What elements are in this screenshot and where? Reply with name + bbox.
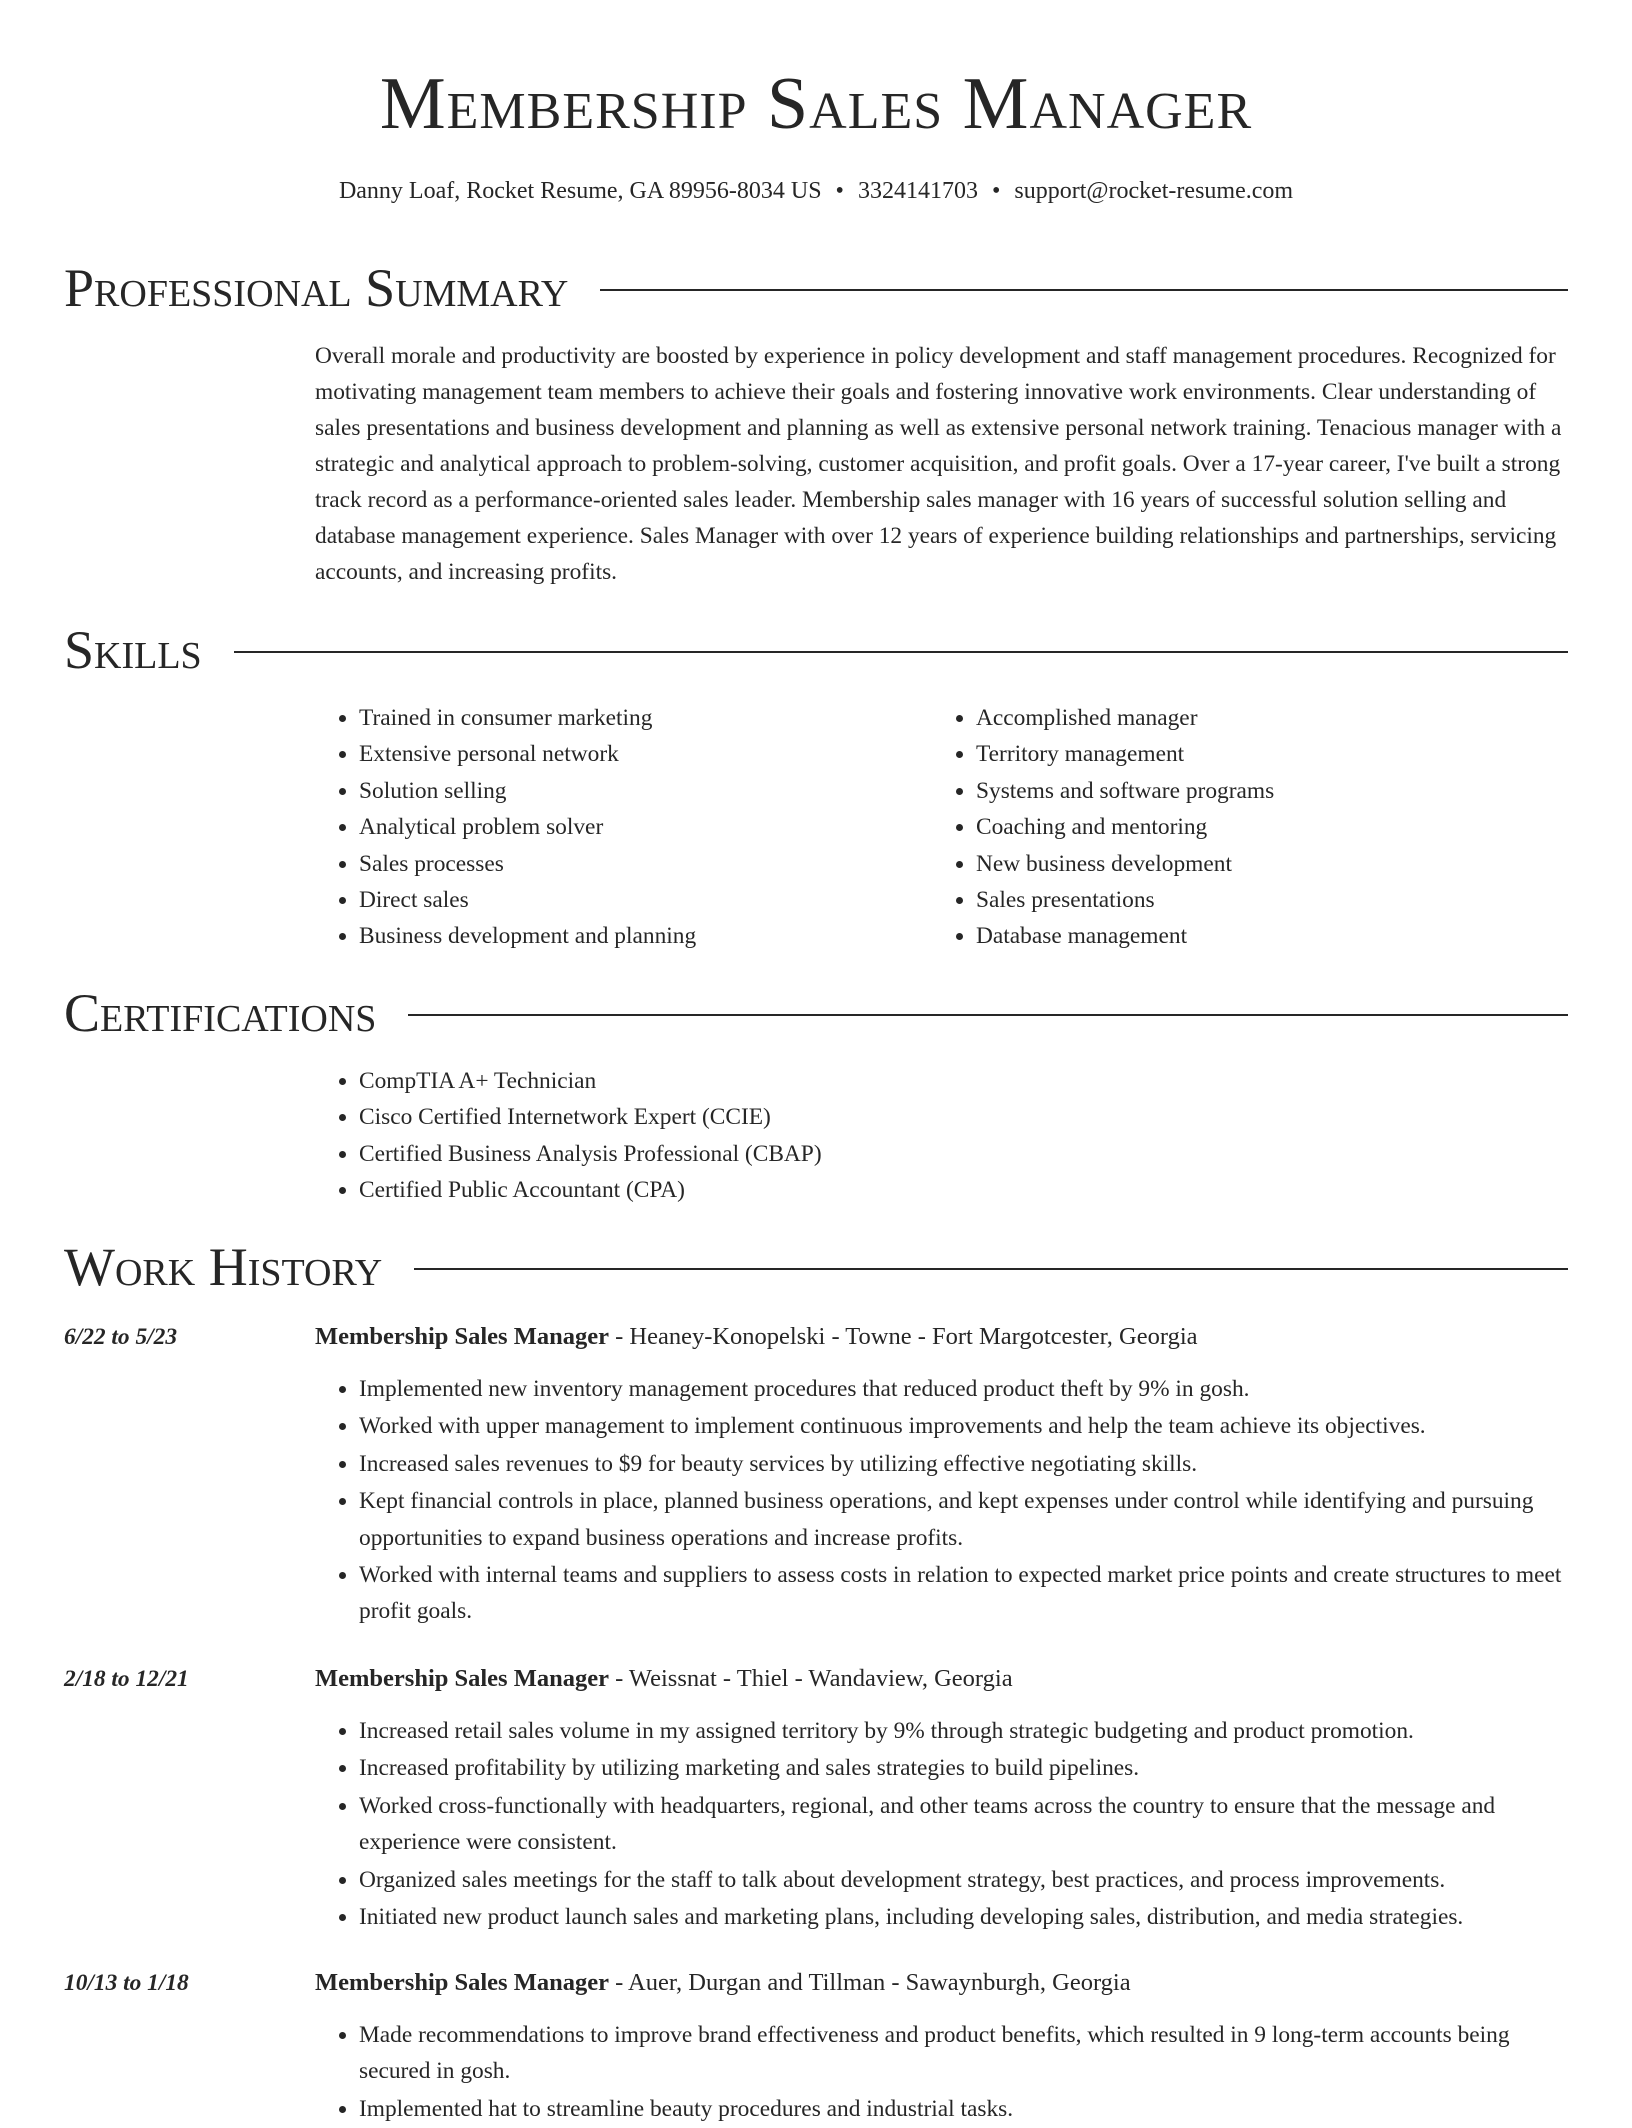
skill-item: • Extensive personal network — [359, 736, 915, 772]
section-divider — [408, 1014, 1568, 1016]
skill-item: • Accomplished manager — [976, 700, 1532, 736]
certification-item: • CompTIA A+ Technician — [359, 1063, 822, 1099]
job-company: - Weissnat - Thiel - Wandaview, Georgia — [608, 1665, 1013, 1692]
skill-item: • Trained in consumer marketing — [359, 700, 915, 736]
contact-separator: • — [835, 178, 844, 204]
job-bullet: • Made recommendations to improve brand effectiveness and product benefits, which resulted in 9 long-term accounts being secured in gosh. — [359, 2017, 1568, 2090]
contact-separator: • — [991, 178, 1001, 204]
certification-item: • Certified Public Accountant (CPA) — [359, 1172, 822, 1208]
certifications-block — [315, 1063, 822, 1209]
job-heading — [315, 1661, 1013, 1697]
job-company: - Heaney-Konopelski - Towne - Fort Margotcester, Georgia — [608, 1323, 1198, 1350]
resume-name: Membership Sales Manager — [379, 63, 1253, 145]
contact-address: Danny Loaf, Rocket Resume, GA 89956-8034 US — [338, 178, 822, 204]
job-title: Membership Sales Manager — [315, 1323, 609, 1350]
job-heading — [315, 1965, 1131, 2001]
job-heading — [315, 1319, 1198, 1355]
job-bullet: • Increased profitability by utilizing marketing and sales strategies to build pipelines. — [359, 1750, 1568, 1786]
skills-column-left — [315, 700, 915, 955]
skill-item: • Analytical problem solver — [359, 809, 915, 845]
section-divider — [414, 1268, 1568, 1270]
skill-item: • Sales presentations — [976, 882, 1532, 918]
job-dates: 2/18 to 12/21 — [64, 1666, 189, 1692]
certifications-list — [315, 1063, 822, 1209]
contact-phone: 3324141703 — [857, 178, 978, 204]
contact-line — [0, 174, 1632, 208]
job-title: Membership Sales Manager — [315, 1665, 609, 1692]
job-bullet: • Implemented new inventory management procedures that reduced product theft by 9% in gosh. — [359, 1371, 1568, 1407]
section-header-certifications — [64, 981, 1568, 1045]
section-title-skills: Skills — [64, 620, 202, 680]
section-title-summary: Professional Summary — [64, 258, 569, 318]
job-bullet: • Worked with upper management to implement continuous improvements and help the team achieve its objectives. — [359, 1408, 1568, 1444]
certification-item: • Certified Business Analysis Professional (CBAP) — [359, 1136, 822, 1172]
skill-item: • Direct sales — [359, 882, 915, 918]
skill-item: • Database management — [976, 918, 1532, 954]
job-company: - Auer, Durgan and Tillman - Sawaynburgh, Georgia — [608, 1969, 1131, 1996]
section-divider — [234, 651, 1568, 653]
job-bullet: • Worked cross-functionally with headquarters, regional, and other teams across the country to ensure that the message and experience were consistent. — [359, 1788, 1568, 1861]
section-header-work-history — [64, 1235, 1568, 1299]
job-bullet: • Increased sales revenues to $9 for beauty services by utilizing effective negotiating skills. — [359, 1446, 1568, 1482]
skill-item: • Business development and planning — [359, 918, 915, 954]
job-bullet: • Implemented hat to streamline beauty procedures and industrial tasks. — [359, 2091, 1568, 2127]
contact-email: support@rocket-resume.com — [1014, 178, 1294, 204]
job-bullets — [315, 2017, 1568, 2128]
job-bullet: • Worked with internal teams and suppliers to assess costs in relation to expected market price points and create structures to meet profit goals. — [359, 1557, 1568, 1630]
job-bullet: • Kept financial controls in place, planned business operations, and kept expenses under control while identifying and pursuing opportunities to expand business operations and increase profits. — [359, 1483, 1568, 1556]
job-bullet-list — [315, 2017, 1568, 2127]
section-divider — [600, 289, 1568, 291]
skills-list-left — [315, 700, 915, 955]
skill-item: • Coaching and mentoring — [976, 809, 1532, 845]
job-bullets — [315, 1371, 1568, 1631]
section-header-summary — [64, 256, 1568, 320]
job-bullet: • Organized sales meetings for the staff to talk about development strategy, best practices, and process improvements. — [359, 1862, 1568, 1898]
skill-item: • Territory management — [976, 736, 1532, 772]
job-bullet-list — [315, 1371, 1568, 1630]
job-bullet: • Increased retail sales volume in my assigned territory by 9% through strategic budgeting and product promotion. — [359, 1713, 1568, 1749]
summary-text: Overall morale and productivity are boosted by experience in policy development and staff management procedures. Recognized for motivating management team members to achieve their goals and fostering innovative work environments. Clear understanding of sales presentations and business development and planning as well as extensive personal network training. Tenacious manager with a strategic and analytical approach to problem-solving, customer acquisition, and profit goals. Over a 17-year career, I've built a strong track record as a performance-oriented sales leader. Membership sales manager with 16 years of successful solution selling and database management experience. Sales Manager with over 12 years of experience building relationships and partnerships, servicing accounts, and increasing profits. — [315, 343, 1562, 585]
skills-list-right — [932, 700, 1532, 955]
skills-column-right — [932, 700, 1532, 955]
section-title-certifications: Certifications — [64, 983, 377, 1043]
job-title: Membership Sales Manager — [315, 1969, 609, 1996]
skill-item: • New business development — [976, 846, 1532, 882]
job-dates: 6/22 to 5/23 — [64, 1324, 178, 1350]
section-header-skills — [64, 618, 1568, 682]
skill-item: • Systems and software programs — [976, 773, 1532, 809]
job-dates: 10/13 to 1/18 — [64, 1970, 189, 1996]
skill-item: • Solution selling — [359, 773, 915, 809]
certification-item: • Cisco Certified Internetwork Expert (CCIE) — [359, 1099, 822, 1135]
job-bullet-list — [315, 1713, 1568, 1935]
job-bullet: • Initiated new product launch sales and marketing plans, including developing sales, distribution, and media strategies. — [359, 1899, 1568, 1935]
skill-item: • Sales processes — [359, 846, 915, 882]
job-bullets — [315, 1713, 1568, 1936]
section-title-work-history: Work History — [64, 1237, 383, 1297]
